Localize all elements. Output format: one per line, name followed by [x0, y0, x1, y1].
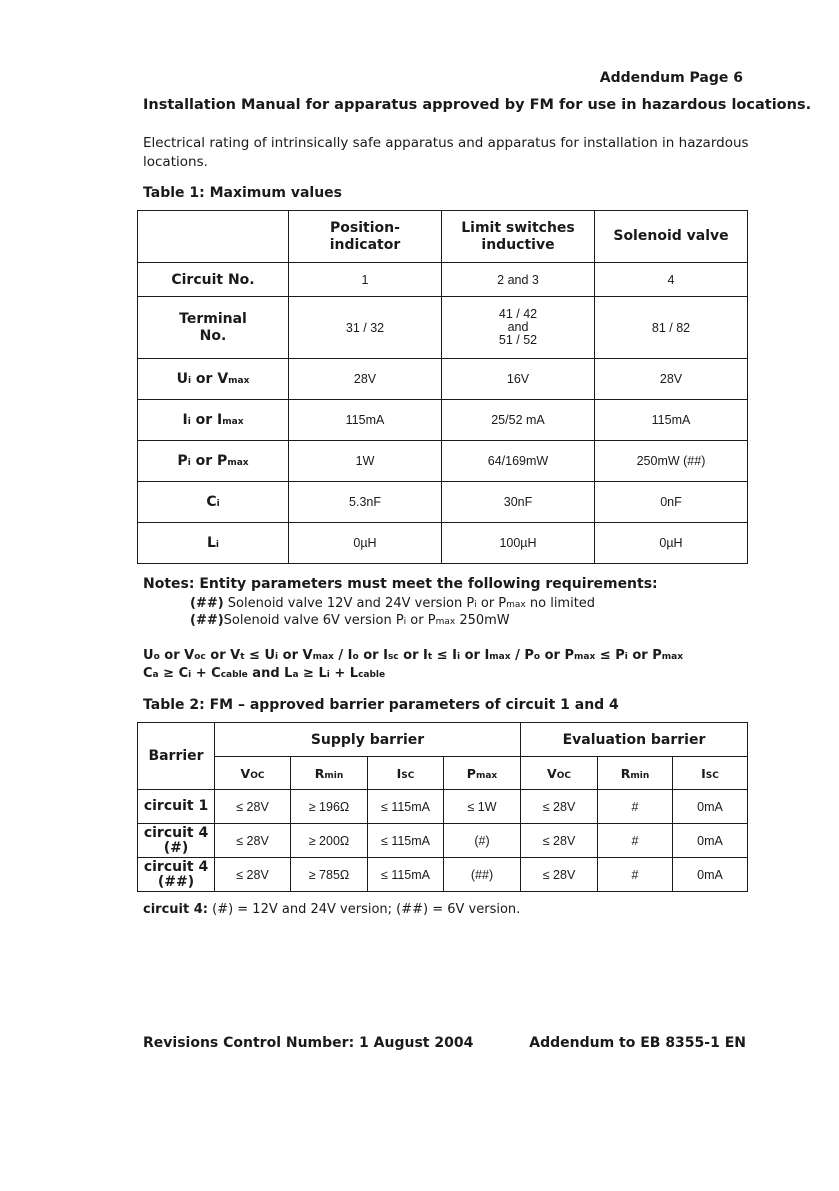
table-cell: ≤ 28V [215, 824, 291, 858]
supply-barrier-header: Supply barrier [215, 723, 521, 757]
col-header: VOC [215, 757, 291, 790]
table-cell: 0µH [595, 523, 748, 564]
formula-subscript: max [661, 652, 684, 662]
table-cell: ≥ 785Ω [291, 858, 368, 892]
formula-subscript: oc [194, 652, 206, 662]
table-cell: 1W [289, 441, 442, 482]
table-cell: ≥ 200Ω [291, 824, 368, 858]
table-row [138, 297, 748, 359]
table-cell: 4 [595, 263, 748, 297]
formula-text: or P [540, 648, 574, 663]
formula-text: or P [627, 648, 662, 663]
col-header: VOC [521, 757, 598, 790]
col-header: ISC [368, 757, 444, 790]
row-label: circuit 4 (#) [138, 824, 215, 858]
table1-title: Table 1: Maximum values [143, 185, 342, 201]
formula-subscript: max [312, 652, 334, 662]
table-cell: ≤ 115mA [368, 858, 444, 892]
table-row [138, 858, 748, 892]
formula-line-2 [143, 666, 385, 681]
table-cell: 0mA [673, 790, 748, 824]
document-reference: Addendum to EB 8355-1 EN [529, 1035, 746, 1051]
table-cell: 81 / 82 [595, 297, 748, 359]
table-cell: 16V [442, 359, 595, 400]
formula-text: + L [329, 666, 359, 681]
table-cell: 0mA [673, 858, 748, 892]
table-cell: ≤ 28V [215, 790, 291, 824]
revision-control: Revisions Control Number: 1 August 2004 [143, 1035, 474, 1051]
note-line-1: (##) Solenoid valve 12V and 24V version Pi or Pmax no limited [190, 596, 596, 611]
table-cell: # [598, 824, 673, 858]
col-header-limit-switches: Limit switches inductive [442, 211, 595, 263]
formula-text: U [143, 648, 154, 663]
table-row [138, 790, 748, 824]
circuit4-note: circuit 4: (#) = 12V and 24V version; (##) = 6V version. [143, 902, 521, 917]
table-row [138, 441, 748, 482]
formula-text: or V [278, 648, 313, 663]
table-cell: 0µH [289, 523, 442, 564]
col-header-position-indicator: Position- indicator [289, 211, 442, 263]
table-cell: 1 [289, 263, 442, 297]
table-cell: 41 / 42 and 51 / 52 [442, 297, 595, 359]
formula-subscript: sc [387, 652, 399, 662]
formula-subscript: i [275, 652, 279, 662]
table-cell: 30nF [442, 482, 595, 523]
table-row [138, 400, 748, 441]
formula-subscript: a [292, 670, 299, 680]
formula-text: or V [159, 648, 195, 663]
row-label-li: Li [138, 523, 289, 564]
formula-subscript: o [352, 652, 359, 662]
evaluation-barrier-header: Evaluation barrier [521, 723, 748, 757]
table-cell: # [598, 858, 673, 892]
table-cell: 2 and 3 [442, 263, 595, 297]
formula-text: ≥ L [298, 666, 327, 681]
formula-line-1 [143, 648, 683, 663]
barrier-header: Barrier [138, 723, 215, 790]
formula-text: / P [510, 648, 534, 663]
formula-subscript: a [152, 670, 159, 680]
formula-text: or V [205, 648, 241, 663]
col-header-solenoid-valve: Solenoid valve [595, 211, 748, 263]
table-cell: ≤ 28V [521, 858, 598, 892]
col-header: ISC [673, 757, 748, 790]
table-cell: 0nF [595, 482, 748, 523]
formula-text: / I [333, 648, 353, 663]
table-cell: 115mA [595, 400, 748, 441]
table-cell: ≥ 196Ω [291, 790, 368, 824]
row-label-pi-pmax: Pi or Pmax [138, 441, 289, 482]
row-label-ui-vmax: Ui or Vmax [138, 359, 289, 400]
table-cell: # [598, 790, 673, 824]
maximum-values-table [137, 210, 748, 564]
row-label-terminal-no: Terminal No. [138, 297, 289, 359]
notes-heading: Notes: Entity parameters must meet the following requirements: [143, 576, 658, 592]
formula-subscript: i [188, 670, 192, 680]
formula-text: C [143, 666, 153, 681]
row-label: circuit 4 (##) [138, 858, 215, 892]
table-row [138, 482, 748, 523]
formula-subscript: i [456, 652, 461, 662]
table-cell: 115mA [289, 400, 442, 441]
table-cell: ≤ 28V [521, 824, 598, 858]
table-cell: ≤ 28V [521, 790, 598, 824]
formula-subscript: t [240, 652, 245, 662]
table-cell: 28V [595, 359, 748, 400]
table-cell: (#) [444, 824, 521, 858]
table-cell: 28V [289, 359, 442, 400]
formula-text: or I [460, 648, 490, 663]
formula-subscript: i [624, 652, 628, 662]
note-line-2: (##)Solenoid valve 6V version Pi or Pmax 250mW [190, 613, 510, 628]
formula-text: ≥ C [158, 666, 189, 681]
formula-subscript: cable [358, 670, 386, 680]
formula-text: or I [398, 648, 428, 663]
table-cell: (##) [444, 858, 521, 892]
formula-text: or I [358, 648, 388, 663]
formula-subscript: cable [220, 670, 248, 680]
col-header: Pmax [444, 757, 521, 790]
table-cell: 250mW (##) [595, 441, 748, 482]
formula-subscript: t [427, 652, 433, 662]
col-header: Rmin [291, 757, 368, 790]
row-label-ii-imax: Ii or Imax [138, 400, 289, 441]
barrier-parameters-table [137, 722, 748, 892]
table-row [138, 263, 748, 297]
table-cell: ≤ 115mA [368, 824, 444, 858]
formula-subscript: i [326, 670, 330, 680]
table-cell: 5.3nF [289, 482, 442, 523]
formula-subscript: max [489, 652, 511, 662]
page-label: Addendum Page 6 [599, 70, 743, 86]
formula-text: ≤ I [432, 648, 457, 663]
formula-text: and L [247, 666, 293, 681]
table-row [138, 523, 748, 564]
table-cell: 0mA [673, 824, 748, 858]
formula-subscript: o [153, 652, 160, 662]
row-label: circuit 1 [138, 790, 215, 824]
table-cell: ≤ 28V [215, 858, 291, 892]
col-header: Rmin [598, 757, 673, 790]
table-cell: 64/169mW [442, 441, 595, 482]
formula-subscript: o [533, 652, 541, 662]
table-row [138, 824, 748, 858]
table-cell: ≤ 1W [444, 790, 521, 824]
row-label-circuit-no: Circuit No. [138, 263, 289, 297]
table-row [138, 359, 748, 400]
table2-title: Table 2: FM – approved barrier parameters of circuit 1 and 4 [143, 697, 619, 713]
intro-text: Electrical rating of intrinsically safe apparatus and apparatus for installation in hazardous locations. [143, 135, 749, 170]
table-cell: ≤ 115mA [368, 790, 444, 824]
table-cell: 100µH [442, 523, 595, 564]
table-cell: 31 / 32 [289, 297, 442, 359]
table-cell: 25/52 mA [442, 400, 595, 441]
table1-corner [138, 211, 289, 263]
manual-title: Installation Manual for apparatus approved by FM for use in hazardous locations. [143, 97, 812, 113]
formula-text: ≤ P [595, 648, 625, 663]
row-label-ci: Ci [138, 482, 289, 523]
formula-text: + C [191, 666, 221, 681]
formula-subscript: max [574, 652, 596, 662]
formula-text: ≤ U [244, 648, 276, 663]
